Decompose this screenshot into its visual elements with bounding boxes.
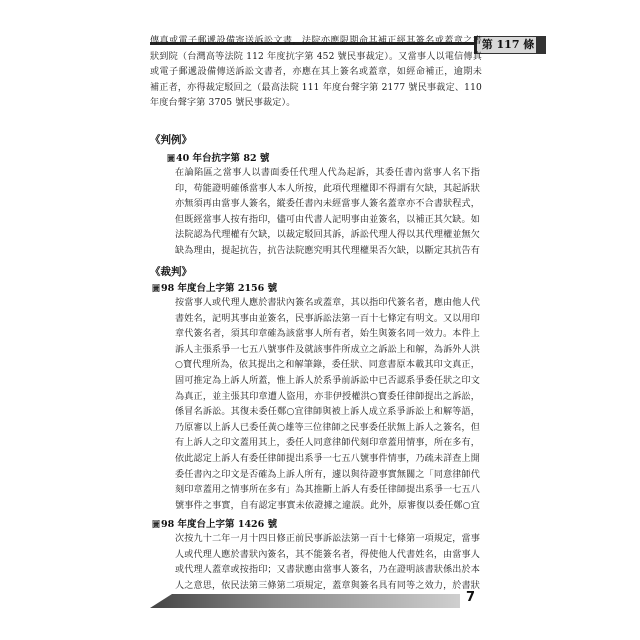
page-number: 7 <box>466 590 476 605</box>
case-mark-icon: 圖 <box>152 283 160 293</box>
case-body: 在論陷區之當事人以書面委任代理人代為起訴，其委任書內當事人名下指印，苟能證明確係當事人本人所按，此項代理權即不得謂有欠缺，其起訴狀亦無須再由當事人簽名，縱委任書內未經當事人簽名蓋章亦不合書狀程式，但既經當事人按有指印，儘可由代書人記明事由並簽名，以補正其欠缺。如法院認為代理權有欠缺，以裁定駁回其訴，訴訟代理人得以其代理權並無欠缺為理由，提起抗告，抗告法院應究明其代理權果否欠缺，以斷定其抗告有 <box>175 168 480 256</box>
article-tab-edge <box>536 36 546 54</box>
footer-bar <box>150 594 460 608</box>
case-number: 98 年度台上字第 1426 號 <box>161 519 278 530</box>
case-body: 次按九十二年一月十四日修正前民事訴訟法第一百十七條第一項規定，當事人或代理人應於書狀內簽名，其不能簽名者，得使他人代書姓名，由當事人或代理人蓋章或按指印；又書狀應由當事人簽名，乃在證明該書狀係出於本人之意思，依民法第三條第二項規定，蓋章與簽名具有同等之效力，於書狀 <box>175 534 480 591</box>
case-title <box>152 516 277 530</box>
case-mark-icon: 圖 <box>167 153 175 163</box>
intro-paragraph: 傳真或電子郵遞設備寄送訴訟文書，法院亦應限期命其補正經其簽名或蓋章之書狀到院（台灣高等法院 112 年度抗字第 452 號民事裁定）。又當事人以電信傳真或電子郵遞設備傳送訴訟文書者，亦應在其上簽名或蓋章，如經命補正，逾期未補正者，亦得裁定駁回之（最高法院 111 年度台聲字第 2177 號民事裁定、110 年度台聲字第 3705 號民事裁定）。 <box>150 36 482 109</box>
case-title <box>152 280 277 294</box>
case-body: 按當事人或代理人應於書狀內簽名或蓋章，其以指印代簽名者，應由他人代書姓名，記明其事由並簽名，民事訴訟法第一百十七條定有明文。又以用印章代簽名者，須其印章確為該當事人所有者，始生與簽名同一效力。本件上訴人主張系爭一七五八號事件及就該事件所成立之訴訟上和解，為訴外人洪○寶代理所為，依其提出之和解筆錄，委任狀、同意書原本載其印文真正，固可推定為上訴人所蓋，惟上訴人於系爭前訴訟中已否認系爭委任狀之印文為真正，並主張其印章遭人盜用，亦非伊授權洪○寶委任律師提出之訴訟，係冒名訴訟。其復未委任鄭○宜律師與被上訴人成立系爭訴訟上和解等語，乃原審以上訴人已委任黃○雄等三位律師之民事委任狀無上訴人之簽名，但有上訴人之印文蓋用其上，委任人同意律師代刻印章蓋用情事，所在多有，依此認定上訴人有委任律師提出系爭一七五八號事件情事，乃疏未詳查上開委任書內之印文是否確為上訴人所有，遽以與待證事實無關之「同意律師代刻印章蓋用之情事所在多有」為其推斷上訴人有委任律師提出系爭一七五八號事件之事實，自有認定事實未依證據之違誤。此外，原審復以委任鄭○宜 <box>175 298 480 511</box>
case-number: 40 年台抗字第 82 號 <box>176 153 270 164</box>
case-number: 98 年度台上字第 2156 號 <box>161 283 278 294</box>
article-tab: 第 117 條 <box>474 36 540 54</box>
case-title <box>167 150 269 164</box>
case-mark-icon: 圖 <box>152 519 160 529</box>
section-title-rulings: 《裁判》 <box>150 266 192 278</box>
section-title-precedents: 《判例》 <box>150 134 192 146</box>
